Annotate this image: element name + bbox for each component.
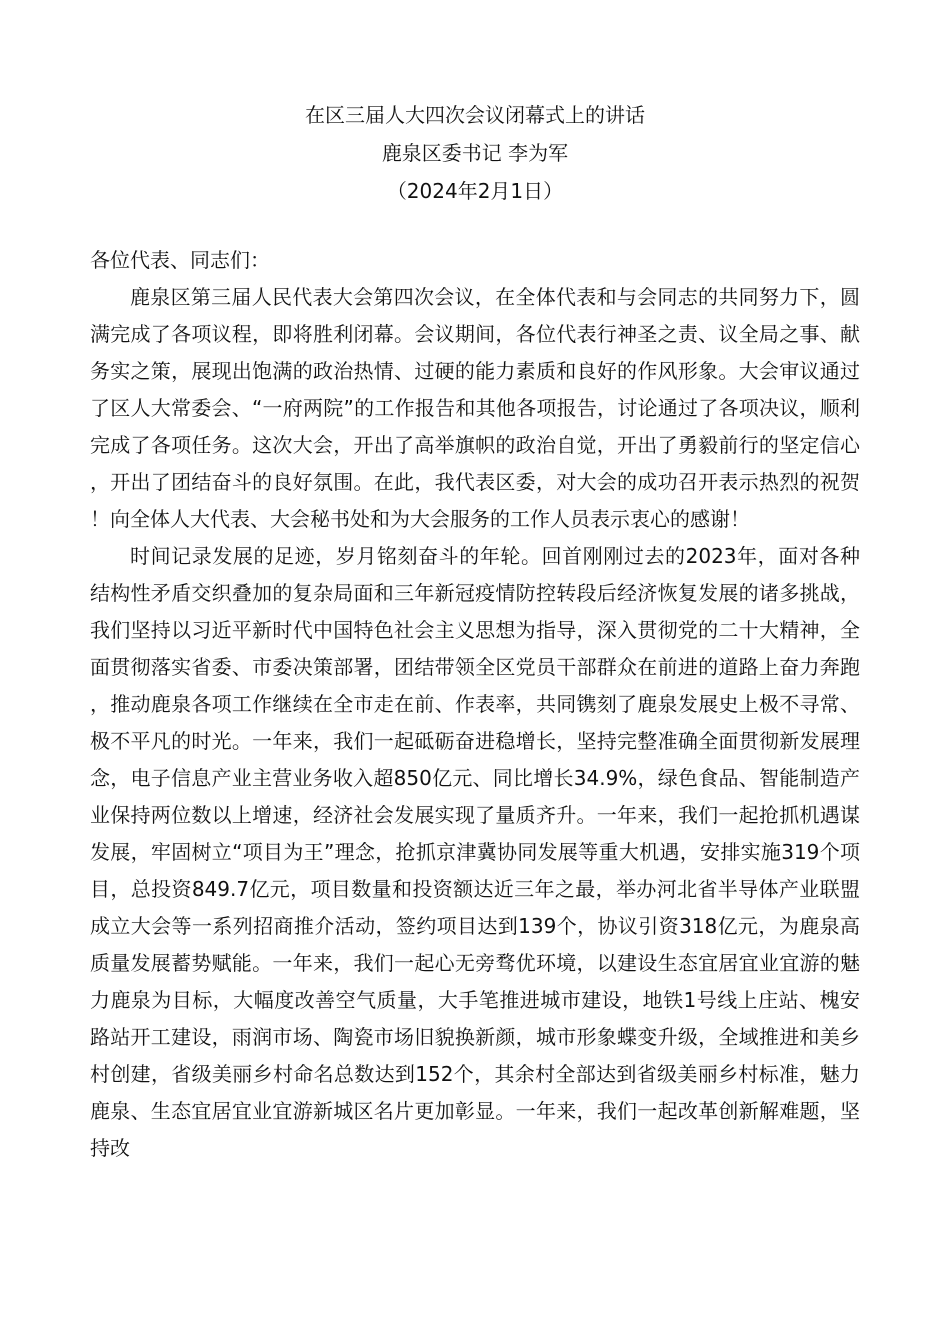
document-date: （2024年2月1日）	[386, 179, 564, 203]
document-body	[90, 242, 860, 1167]
document-author: 鹿泉区委书记 李为军	[381, 141, 569, 165]
salutation: 各位代表、同志们：	[90, 248, 270, 272]
paragraph-1: 鹿泉区第三届人民代表大会第四次会议，在全体代表和与会同志的共同努力下，圆满完成了各项议程，即将胜利闭幕。会议期间，各位代表行神圣之责、议全局之事、献务实之策，展现出饱满的政治热情、过硬的能力素质和良好的作风形象。大会审议通过了区人大常委会、“一府两院”的工作报告和其他各项报告，讨论通过了各项决议，顺利完成了各项任务。这次大会，开出了高举旗帜的政治自觉，开出了勇毅前行的坚定信心，开出了团结奋斗的良好氛围。在此，我代表区委，对大会的成功召开表示热烈的祝贺！向全体人大代表、大会秘书处和为大会服务的工作人员表示衷心的感谢！	[90, 285, 860, 531]
document-header	[0, 96, 950, 210]
paragraph-2: 时间记录发展的足迹，岁月铭刻奋斗的年轮。回首刚刚过去的2023年，面对各种结构性矛盾交织叠加的复杂局面和三年新冠疫情防控转段后经济恢复发展的诸多挑战，我们坚持以习近平新时代中国特色社会主义思想为指导，深入贯彻党的二十大精神，全面贯彻落实省委、市委决策部署，团结带领全区党员干部群众在前进的道路上奋力奔跑，推动鹿泉各项工作继续在全市走在前、作表率，共同镌刻了鹿泉发展史上极不寻常、极不平凡的时光。一年来，我们一起砥砺奋进稳增长，坚持完整准确全面贯彻新发展理念，电子信息产业主营业务收入超850亿元、同比增长34.9%，绿色食品、智能制造产业保持两位数以上增速，经济社会发展实现了量质齐升。一年来，我们一起抢抓机遇谋发展，牢固树立“项目为王”理念，抢抓京津冀协同发展等重大机遇，安排实施319个项目，总投资849.7亿元，项目数量和投资额达近三年之最，举办河北省半导体产业联盟成立大会等一系列招商推介活动，签约项目达到139个，协议引资318亿元，为鹿泉高质量发展蓄势赋能。一年来，我们一起心无旁骛优环境，以建设生态宜居宜业宜游的魅力鹿泉为目标，大幅度改善空气质量，大手笔推进城市建设，地铁1号线上庄站、槐安路站开工建设，雨润市场、陶瓷市场旧貌换新颜，城市形象蝶变升级，全域推进和美乡村创建，省级美丽乡村命名总数达到152个，其余村全部达到省级美丽乡村标准，魅力鹿泉、生态宜居宜业宜游新城区名片更加彰显。一年来，我们一起改革创新解难题，坚持改	[90, 544, 860, 1160]
document-title: 在区三届人大四次会议闭幕式上的讲话	[305, 103, 645, 127]
